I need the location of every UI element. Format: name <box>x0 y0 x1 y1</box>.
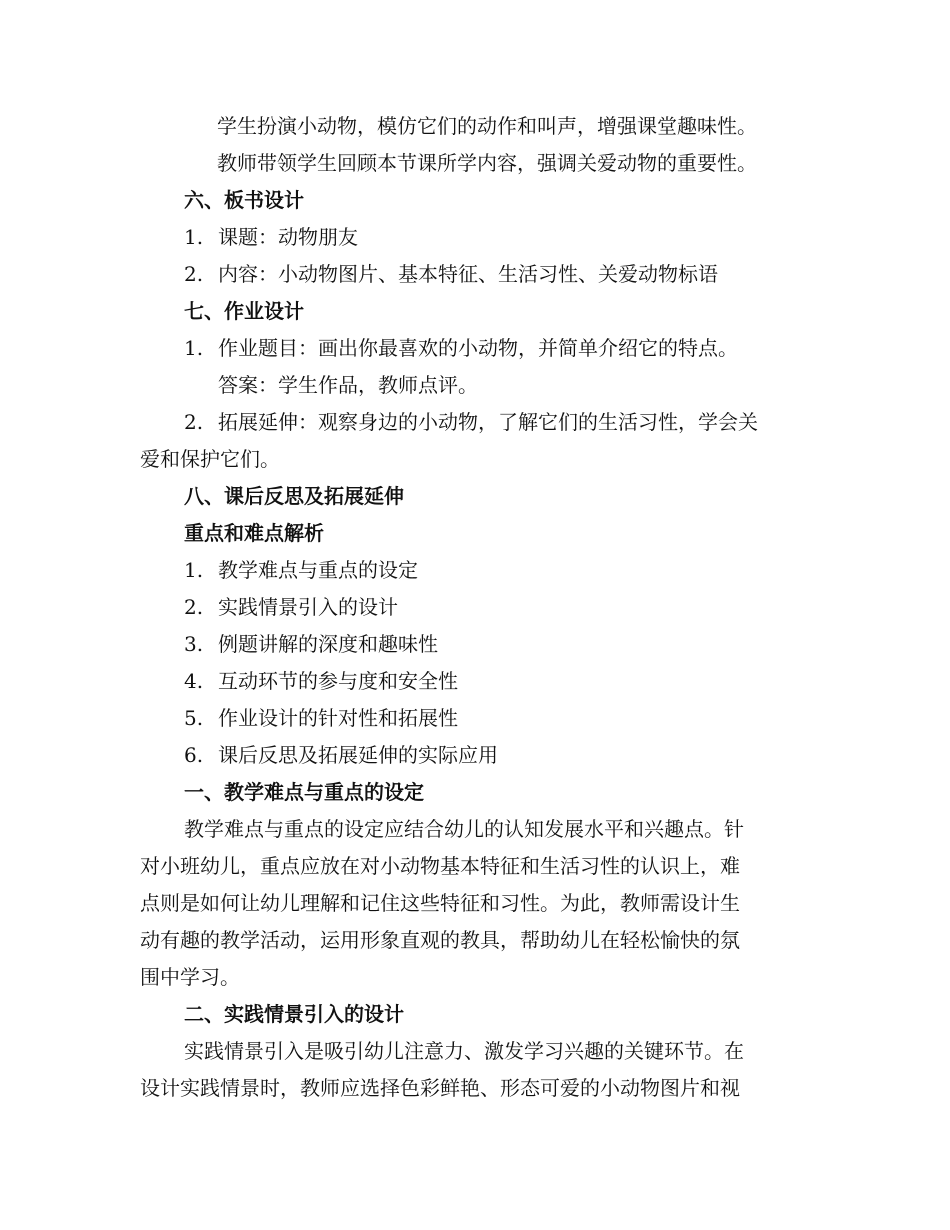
list-item-text: 课题：动物朋友 <box>218 225 358 249</box>
list-item <box>184 630 438 658</box>
paragraph-line: 教学难点与重点的设定应结合幼儿的认知发展水平和兴趣点。针 <box>184 817 744 841</box>
answer-line: 答案：学生作品，教师点评。 <box>218 373 478 397</box>
list-number: 6. <box>184 743 204 767</box>
list-number: 1. <box>184 558 204 582</box>
list-item-text: 内容：小动物图片、基本特征、生活习性、关爱动物标语 <box>218 262 718 286</box>
paragraph-line: 实践情景引入是吸引幼儿注意力、激发学习兴趣的关键环节。在 <box>184 1039 744 1063</box>
paragraph-line: 点则是如何让幼儿理解和记住这些特征和习性。为此，教师需设计生 <box>140 891 740 915</box>
list-number: 1. <box>184 336 204 360</box>
paragraph-line: 围中学习。 <box>140 965 240 989</box>
list-item-text: 作业设计的针对性和拓展性 <box>218 706 458 730</box>
list-item <box>184 556 418 584</box>
sub-heading: 重点和难点解析 <box>184 521 324 545</box>
list-item-text: 实践情景引入的设计 <box>218 595 398 619</box>
list-item <box>184 260 718 288</box>
paragraph-line: 学生扮演小动物，模仿它们的动作和叫声，增强课堂趣味性。 <box>217 114 757 138</box>
list-number: 2. <box>184 262 204 286</box>
paragraph-line: 设计实践情景时，教师应选择色彩鲜艳、形态可爱的小动物图片和视 <box>140 1076 740 1100</box>
list-item-text: 课后反思及拓展延伸的实际应用 <box>218 743 498 767</box>
list-item <box>184 667 458 695</box>
list-number: 4. <box>184 669 204 693</box>
list-item-text: 互动环节的参与度和安全性 <box>218 669 458 693</box>
paragraph-line: 对小班幼儿，重点应放在对小动物基本特征和生活习性的认识上，难 <box>140 854 740 878</box>
list-number: 2. <box>184 410 204 434</box>
list-item <box>184 704 458 732</box>
section-heading: 二、实践情景引入的设计 <box>184 1002 404 1026</box>
section-heading: 一、教学难点与重点的设定 <box>184 780 424 804</box>
list-item <box>184 223 358 251</box>
list-item-text: 教学难点与重点的设定 <box>218 558 418 582</box>
list-item-text: 作业题目：画出你最喜欢的小动物，并简单介绍它的特点。 <box>218 336 738 360</box>
list-number: 5. <box>184 706 204 730</box>
paragraph-line: 爱和保护它们。 <box>140 447 280 471</box>
list-item <box>184 593 398 621</box>
list-number: 1. <box>184 225 204 249</box>
paragraph-line: 动有趣的教学活动，运用形象直观的教具，帮助幼儿在轻松愉快的氛 <box>140 928 740 952</box>
list-item-text: 例题讲解的深度和趣味性 <box>218 632 438 656</box>
list-item <box>184 741 498 769</box>
section-heading: 六、板书设计 <box>184 188 304 212</box>
section-heading: 七、作业设计 <box>184 299 304 323</box>
list-item <box>184 408 758 436</box>
paragraph-line: 教师带领学生回顾本节课所学内容，强调关爱动物的重要性。 <box>217 151 757 175</box>
list-number: 2. <box>184 595 204 619</box>
section-heading: 八、课后反思及拓展延伸 <box>184 484 404 508</box>
list-item-text: 拓展延伸：观察身边的小动物，了解它们的生活习性，学会关 <box>218 410 758 434</box>
list-item <box>184 334 738 362</box>
list-number: 3. <box>184 632 204 656</box>
